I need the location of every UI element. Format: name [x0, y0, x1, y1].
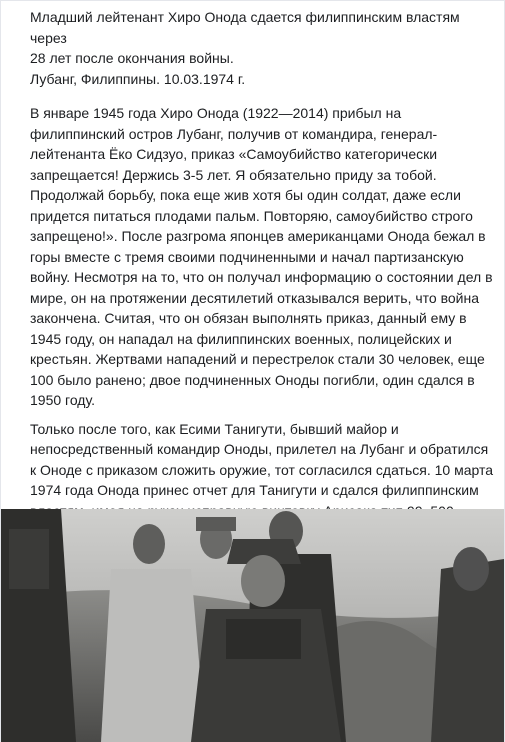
caption-line: Лубанг, Филиппины. 10.03.1974 г. [30, 70, 246, 87]
photo-illustration [1, 509, 504, 742]
post-paragraph: Только после того, как Есими Танигути, бывший майор и непосредственный командир Оноды, прилетел на Лубанг и обратился к Оноде с приказом сложить оружие, тот согласился сдаться. 10 марта 1974 года Онода принес отчет для Танигути и сдался филиппинским [30, 420, 494, 498]
post-photo[interactable] [1, 509, 504, 742]
post-caption [30, 7, 494, 89]
post-paragraph: В январе 1945 года Хиро Онода (1922—2014) прибыл на филиппинский остров Лубанг, получив от командира, генерал-лейтенанта Ёко Сидзуо, приказ «Самоубийство категорически запрещается! Держись 3-5 лет. Я обязательно приду за тобой. Продолжай борьбу, пока еще жив хотя бы один солдат, даже если придется питаться плодами пальм. Повторяю, самоубийство строго запрещено!». После разгрома японцев американцами Онода бежал в горы вместе с тремя своими подчиненными и начал партизанскую войну. Несмотря на то, что он получал информацию о состоянии дел в мире, он на протяжении десятилетий отказывался верить, что война закончена. Считая, что он обязан выполнять приказ, данный ему в 1945 году, он нападал на филиппинских военных, полицейских и крестьян. Жертвами нападений и перестрелок стали 30 человек, еще 100 было ранено; двое подчиненных Оноды погибли, один сдался в 1950 году. [30, 105, 493, 408]
post-text [1, 1, 504, 583]
caption-line: Младший лейтенант Хиро Онода сдается филиппинским властям через [30, 9, 460, 46]
caption-line: 28 лет после окончания войны. [30, 50, 234, 66]
